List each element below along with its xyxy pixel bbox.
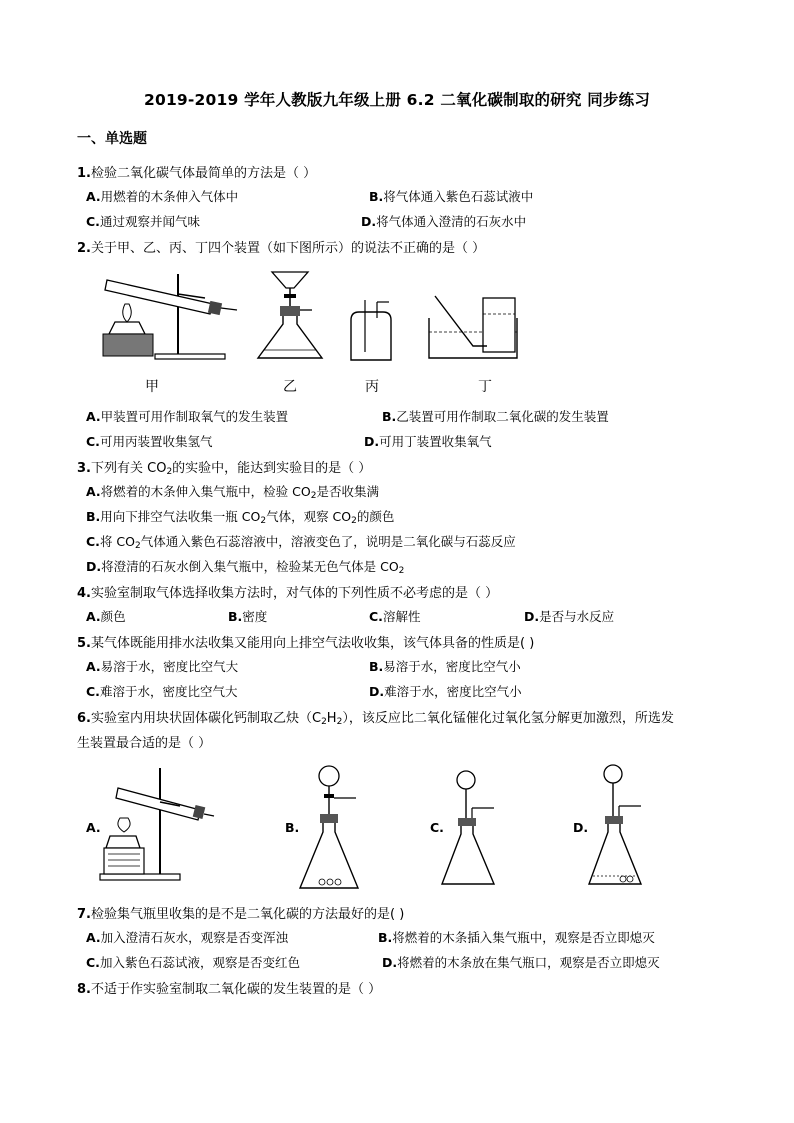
q4-option-b[interactable]: B.密度 — [228, 609, 268, 624]
q7-option-d[interactable]: D.将燃着的木条放在集气瓶口，观察是否立即熄灭 — [382, 955, 660, 970]
apparatus-bing-figure — [345, 296, 397, 364]
question-4: 4.实验室制取气体选择收集方法时，对气体的下列性质不必考虑的是（ ） — [77, 586, 499, 601]
question-2-stem: 关于甲、乙、丙、丁四个装置（如下图所示）的说法不正确的是（ ） — [90, 241, 486, 256]
question-6-line-2: 生装置最合适的是（ ） — [77, 736, 212, 751]
q6-option-c-label[interactable]: C. — [430, 820, 444, 835]
q2-option-a[interactable]: A.甲装置可用作制取氧气的发生装置 — [86, 409, 289, 424]
caption-bing: 丙 — [365, 379, 379, 395]
q5-option-a[interactable]: A.易溶于水，密度比空气大 — [86, 659, 239, 674]
q6-apparatus-b-figure[interactable] — [296, 762, 366, 896]
page-title: 2019-2019 学年人教版九年级上册 6.2 二氧化碳制取的研究 同步练习 — [143, 91, 651, 109]
q3-option-a[interactable]: A.将燃着的木条伸入集气瓶中，检验 $CO_2$是否收集满 — [86, 484, 379, 501]
q1-option-c[interactable]: C.通过观察并闻气味 — [86, 214, 200, 229]
question-8-stem: 不适于作实验室制取二氧化碳的发生装置的是（ ） — [90, 982, 382, 997]
question-2: 2.关于甲、乙、丙、丁四个装置（如下图所示）的说法不正确的是（ ） — [77, 241, 486, 256]
q3-option-c[interactable]: C.将 $CO_2$气体通入紫色石蕊溶液中，溶液变色了，说明是二氧化碳与石蕊反应 — [86, 534, 516, 551]
question-8: 8.不适于作实验室制取二氧化碳的发生装置的是（ ） — [77, 982, 382, 997]
q5-option-b[interactable]: B.易溶于水，密度比空气小 — [369, 659, 521, 674]
q3-option-d[interactable]: D.将澄清的石灰水倒入集气瓶中，检验某无色气体是 $CO_2$ — [86, 559, 405, 576]
question-5: 5.某气体既能用排水法收集又能用向上排空气法收收集，该气体具备的性质是( ) — [77, 636, 535, 651]
question-3: 3.下列有关 $CO_2$的实验中，能达到实验目的是（ ） — [77, 461, 372, 477]
q5-option-d[interactable]: D.难溶于水，密度比空气小 — [369, 684, 522, 699]
q1-option-a[interactable]: A.用燃着的木条伸入气体中 — [86, 189, 239, 204]
q3-option-b[interactable]: B.用向下排空气法收集一瓶 $CO_2$气体，观察 $CO_2$的颜色 — [86, 509, 395, 526]
q2-option-b[interactable]: B.乙装置可用作制取二氧化碳的发生装置 — [382, 409, 609, 424]
caption-ding: 丁 — [478, 379, 492, 395]
question-7: 7.检验集气瓶里收集的是不是二氧化碳的方法最好的是( ) — [77, 907, 405, 922]
q4-option-c[interactable]: C.溶解性 — [369, 609, 421, 624]
q6-apparatus-d-figure[interactable] — [585, 762, 655, 892]
q2-option-c[interactable]: C.可用丙装置收集氢气 — [86, 434, 213, 449]
q4-option-a[interactable]: A.颜色 — [86, 609, 126, 624]
q6-option-a-label[interactable]: A. — [86, 820, 101, 835]
q2-option-d[interactable]: D.可用丁装置收集氧气 — [364, 434, 492, 449]
apparatus-ding-figure — [425, 292, 525, 362]
question-5-stem: 某气体既能用排水法收集又能用向上排空气法收收集，该气体具备的性质是( ) — [90, 636, 535, 651]
q7-option-a[interactable]: A.加入澄清石灰水，观察是否变浑浊 — [86, 930, 289, 945]
caption-yi: 乙 — [283, 379, 297, 395]
question-6: 6.实验室内用块状固体碳化钙制取乙炔$(C_2H_2)$，该反应比二氧化锰催化过氧化氢分解更加激烈，所选发 — [77, 711, 674, 727]
question-1-stem: 检验二氧化碳气体最简单的方法是（ ） — [90, 166, 317, 181]
question-1: 1.检验二氧化碳气体最简单的方法是（ ） — [77, 166, 317, 181]
q6-apparatus-a-figure[interactable] — [96, 762, 216, 886]
q5-option-c[interactable]: C.难溶于水，密度比空气大 — [86, 684, 238, 699]
question-4-stem: 实验室制取气体选择收集方法时，对气体的下列性质不必考虑的是（ ） — [90, 586, 499, 601]
question-7-stem: 检验集气瓶里收集的是不是二氧化碳的方法最好的是( ) — [90, 907, 405, 922]
q6-apparatus-c-figure[interactable] — [438, 762, 508, 892]
q6-option-d-label[interactable]: D. — [573, 820, 589, 835]
apparatus-yi-figure — [250, 266, 330, 366]
q1-option-b[interactable]: B.将气体通入紫色石蕊试液中 — [369, 189, 534, 204]
q7-option-b[interactable]: B.将燃着的木条插入集气瓶中，观察是否立即熄灭 — [378, 930, 655, 945]
section-heading: 一、单选题 — [77, 131, 147, 147]
q1-option-d[interactable]: D.将气体通入澄清的石灰水中 — [361, 214, 527, 229]
q7-option-c[interactable]: C.加入紫色石蕊试液，观察是否变红色 — [86, 955, 300, 970]
q6-option-b-label[interactable]: B. — [285, 820, 300, 835]
q4-option-d[interactable]: D.是否与水反应 — [524, 609, 615, 624]
apparatus-jia-figure — [95, 266, 245, 366]
caption-jia: 甲 — [145, 379, 159, 395]
